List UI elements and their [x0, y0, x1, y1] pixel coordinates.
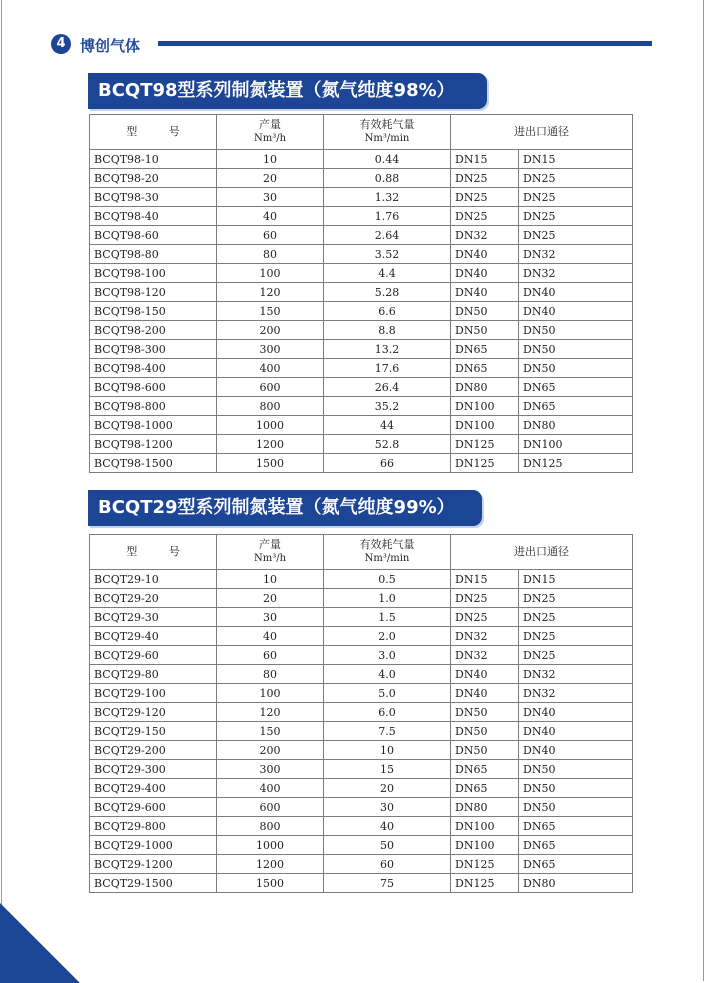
table-row [90, 589, 633, 608]
cell-inlet: DN125 [451, 855, 519, 874]
cell-inlet: DN32 [451, 627, 519, 646]
table-row [90, 817, 633, 836]
col-output-header: 产量 Nm³/h [217, 115, 324, 150]
cell-output: 1000 [217, 416, 324, 435]
cell-outlet: DN100 [519, 435, 633, 454]
table-row [90, 454, 633, 473]
cell-outlet: DN65 [519, 397, 633, 416]
cell-outlet: DN40 [519, 703, 633, 722]
cell-model: BCQT29-600 [90, 798, 217, 817]
cell-inlet: DN100 [451, 836, 519, 855]
cell-model: BCQT29-1500 [90, 874, 217, 893]
cell-output: 150 [217, 302, 324, 321]
cell-outlet: DN125 [519, 454, 633, 473]
cell-output: 60 [217, 646, 324, 665]
cell-outlet: DN32 [519, 264, 633, 283]
cell-inlet: DN100 [451, 817, 519, 836]
cell-output: 10 [217, 570, 324, 589]
cell-inlet: DN40 [451, 283, 519, 302]
cell-outlet: DN50 [519, 760, 633, 779]
cell-inlet: DN40 [451, 264, 519, 283]
cell-output: 80 [217, 245, 324, 264]
col-ports-header: 进出口通径 [451, 535, 633, 570]
cell-air-consumption: 13.2 [324, 340, 451, 359]
cell-outlet: DN25 [519, 226, 633, 245]
cell-outlet: DN25 [519, 169, 633, 188]
cell-model: BCQT29-60 [90, 646, 217, 665]
cell-output: 1000 [217, 836, 324, 855]
cell-output: 100 [217, 264, 324, 283]
header-rule [158, 41, 652, 46]
cell-outlet: DN50 [519, 359, 633, 378]
cell-model: BCQT98-300 [90, 340, 217, 359]
cell-outlet: DN25 [519, 589, 633, 608]
cell-model: BCQT98-10 [90, 150, 217, 169]
cell-inlet: DN25 [451, 207, 519, 226]
cell-air-consumption: 1.0 [324, 589, 451, 608]
table-header-row [90, 535, 633, 570]
col-ports-header: 进出口通径 [451, 115, 633, 150]
cell-inlet: DN65 [451, 760, 519, 779]
cell-model: BCQT98-30 [90, 188, 217, 207]
cell-output: 10 [217, 150, 324, 169]
cell-output: 30 [217, 188, 324, 207]
cell-output: 120 [217, 283, 324, 302]
cell-inlet: DN80 [451, 378, 519, 397]
table-row [90, 416, 633, 435]
table-row [90, 150, 633, 169]
table-row [90, 359, 633, 378]
cell-output: 400 [217, 359, 324, 378]
cell-outlet: DN40 [519, 722, 633, 741]
cell-model: BCQT98-1000 [90, 416, 217, 435]
cell-model: BCQT29-300 [90, 760, 217, 779]
cell-output: 120 [217, 703, 324, 722]
table-row [90, 741, 633, 760]
cell-inlet: DN40 [451, 665, 519, 684]
cell-model: BCQT98-800 [90, 397, 217, 416]
table-row [90, 760, 633, 779]
cell-air-consumption: 2.0 [324, 627, 451, 646]
table-row [90, 321, 633, 340]
cell-inlet: DN100 [451, 397, 519, 416]
cell-air-consumption: 0.5 [324, 570, 451, 589]
cell-air-consumption: 3.52 [324, 245, 451, 264]
cell-air-consumption: 1.32 [324, 188, 451, 207]
cell-air-consumption: 26.4 [324, 378, 451, 397]
table-row [90, 646, 633, 665]
cell-model: BCQT98-120 [90, 283, 217, 302]
brand-name: 博创气体 [80, 37, 141, 55]
cell-air-consumption: 50 [324, 836, 451, 855]
cell-air-consumption: 10 [324, 741, 451, 760]
cell-outlet: DN32 [519, 665, 633, 684]
cell-model: BCQT98-400 [90, 359, 217, 378]
table-row [90, 665, 633, 684]
cell-outlet: DN40 [519, 302, 633, 321]
cell-outlet: DN50 [519, 321, 633, 340]
cell-outlet: DN32 [519, 684, 633, 703]
cell-model: BCQT98-60 [90, 226, 217, 245]
cell-air-consumption: 2.64 [324, 226, 451, 245]
cell-air-consumption: 4.4 [324, 264, 451, 283]
cell-output: 300 [217, 340, 324, 359]
cell-model: BCQT29-400 [90, 779, 217, 798]
cell-inlet: DN15 [451, 570, 519, 589]
cell-inlet: DN32 [451, 646, 519, 665]
cell-air-consumption: 1.76 [324, 207, 451, 226]
cell-inlet: DN50 [451, 703, 519, 722]
cell-model: BCQT29-150 [90, 722, 217, 741]
cell-output: 20 [217, 589, 324, 608]
table-row [90, 703, 633, 722]
cell-model: BCQT29-200 [90, 741, 217, 760]
cell-outlet: DN40 [519, 283, 633, 302]
corner-decoration [0, 903, 80, 983]
cell-inlet: DN80 [451, 798, 519, 817]
cell-air-consumption: 0.44 [324, 150, 451, 169]
cell-inlet: DN50 [451, 302, 519, 321]
table-row [90, 340, 633, 359]
cell-model: BCQT29-1200 [90, 855, 217, 874]
cell-outlet: DN25 [519, 608, 633, 627]
table-row [90, 226, 633, 245]
cell-outlet: DN15 [519, 570, 633, 589]
col-model-header: 型 号 [90, 115, 217, 150]
cell-air-consumption: 4.0 [324, 665, 451, 684]
cell-output: 30 [217, 608, 324, 627]
table-body [90, 570, 633, 893]
table-row [90, 836, 633, 855]
cell-outlet: DN25 [519, 627, 633, 646]
cell-air-consumption: 5.0 [324, 684, 451, 703]
cell-air-consumption: 7.5 [324, 722, 451, 741]
cell-outlet: DN80 [519, 874, 633, 893]
table-row [90, 874, 633, 893]
table-row [90, 378, 633, 397]
cell-inlet: DN32 [451, 226, 519, 245]
cell-model: BCQT29-100 [90, 684, 217, 703]
cell-inlet: DN40 [451, 245, 519, 264]
cell-inlet: DN65 [451, 359, 519, 378]
cell-inlet: DN15 [451, 150, 519, 169]
table-row [90, 570, 633, 589]
page-header [0, 0, 705, 60]
cell-output: 200 [217, 741, 324, 760]
cell-output: 1500 [217, 874, 324, 893]
cell-output: 100 [217, 684, 324, 703]
table-body [90, 150, 633, 473]
table-row [90, 627, 633, 646]
cell-model: BCQT98-80 [90, 245, 217, 264]
cell-output: 40 [217, 207, 324, 226]
cell-inlet: DN125 [451, 454, 519, 473]
cell-inlet: DN125 [451, 874, 519, 893]
cell-inlet: DN40 [451, 684, 519, 703]
cell-outlet: DN80 [519, 416, 633, 435]
cell-output: 600 [217, 798, 324, 817]
cell-air-consumption: 35.2 [324, 397, 451, 416]
spec-table-bcqt29 [89, 534, 633, 893]
cell-air-consumption: 20 [324, 779, 451, 798]
cell-air-consumption: 66 [324, 454, 451, 473]
cell-output: 800 [217, 817, 324, 836]
cell-model: BCQT29-80 [90, 665, 217, 684]
cell-air-consumption: 40 [324, 817, 451, 836]
cell-model: BCQT29-10 [90, 570, 217, 589]
cell-outlet: DN15 [519, 150, 633, 169]
cell-inlet: DN65 [451, 779, 519, 798]
cell-output: 1200 [217, 855, 324, 874]
cell-model: BCQT29-30 [90, 608, 217, 627]
cell-model: BCQT29-800 [90, 817, 217, 836]
cell-inlet: DN65 [451, 340, 519, 359]
cell-air-consumption: 17.6 [324, 359, 451, 378]
cell-air-consumption: 1.5 [324, 608, 451, 627]
cell-inlet: DN25 [451, 589, 519, 608]
col-air-header: 有效耗气量 Nm³/min [324, 535, 451, 570]
table-row [90, 608, 633, 627]
cell-model: BCQT98-40 [90, 207, 217, 226]
table-row [90, 435, 633, 454]
cell-model: BCQT98-200 [90, 321, 217, 340]
table-row [90, 169, 633, 188]
cell-inlet: DN50 [451, 321, 519, 340]
cell-model: BCQT98-150 [90, 302, 217, 321]
cell-output: 800 [217, 397, 324, 416]
cell-air-consumption: 15 [324, 760, 451, 779]
cell-outlet: DN50 [519, 340, 633, 359]
cell-inlet: DN50 [451, 741, 519, 760]
table-row [90, 188, 633, 207]
cell-outlet: DN40 [519, 741, 633, 760]
cell-output: 40 [217, 627, 324, 646]
cell-inlet: DN25 [451, 188, 519, 207]
cell-model: BCQT98-600 [90, 378, 217, 397]
cell-output: 80 [217, 665, 324, 684]
cell-model: BCQT98-20 [90, 169, 217, 188]
cell-air-consumption: 75 [324, 874, 451, 893]
cell-outlet: DN65 [519, 836, 633, 855]
cell-model: BCQT29-20 [90, 589, 217, 608]
section-title-bcqt29: BCQT29型系列制氮装置（氮气纯度99%） [88, 490, 482, 526]
page-number-badge: 4 [51, 34, 71, 54]
cell-outlet: DN65 [519, 855, 633, 874]
cell-model: BCQT98-1200 [90, 435, 217, 454]
cell-inlet: DN50 [451, 722, 519, 741]
table-row [90, 207, 633, 226]
col-output-header: 产量 Nm³/h [217, 535, 324, 570]
table-row [90, 779, 633, 798]
cell-air-consumption: 6.6 [324, 302, 451, 321]
cell-inlet: DN100 [451, 416, 519, 435]
cell-outlet: DN50 [519, 779, 633, 798]
table-row [90, 283, 633, 302]
cell-air-consumption: 3.0 [324, 646, 451, 665]
cell-inlet: DN25 [451, 169, 519, 188]
cell-inlet: DN25 [451, 608, 519, 627]
table-row [90, 397, 633, 416]
cell-model: BCQT29-120 [90, 703, 217, 722]
table-row [90, 855, 633, 874]
cell-output: 400 [217, 779, 324, 798]
cell-air-consumption: 30 [324, 798, 451, 817]
table-header-row [90, 115, 633, 150]
spec-table-bcqt98 [89, 114, 633, 473]
cell-air-consumption: 52.8 [324, 435, 451, 454]
cell-output: 1200 [217, 435, 324, 454]
table-row [90, 264, 633, 283]
cell-outlet: DN25 [519, 646, 633, 665]
cell-model: BCQT98-100 [90, 264, 217, 283]
cell-output: 200 [217, 321, 324, 340]
table-row [90, 245, 633, 264]
cell-model: BCQT98-1500 [90, 454, 217, 473]
cell-output: 1500 [217, 454, 324, 473]
cell-outlet: DN50 [519, 798, 633, 817]
cell-model: BCQT29-40 [90, 627, 217, 646]
cell-output: 150 [217, 722, 324, 741]
cell-output: 60 [217, 226, 324, 245]
col-model-header: 型 号 [90, 535, 217, 570]
table-row [90, 798, 633, 817]
section-title-bcqt98: BCQT98型系列制氮装置（氮气纯度98%） [88, 73, 487, 109]
cell-outlet: DN65 [519, 378, 633, 397]
table-row [90, 722, 633, 741]
cell-model: BCQT29-1000 [90, 836, 217, 855]
cell-outlet: DN25 [519, 188, 633, 207]
cell-air-consumption: 6.0 [324, 703, 451, 722]
cell-output: 20 [217, 169, 324, 188]
cell-output: 600 [217, 378, 324, 397]
cell-outlet: DN25 [519, 207, 633, 226]
cell-air-consumption: 0.88 [324, 169, 451, 188]
cell-outlet: DN65 [519, 817, 633, 836]
cell-output: 300 [217, 760, 324, 779]
cell-air-consumption: 5.28 [324, 283, 451, 302]
cell-air-consumption: 60 [324, 855, 451, 874]
cell-air-consumption: 8.8 [324, 321, 451, 340]
cell-air-consumption: 44 [324, 416, 451, 435]
col-air-header: 有效耗气量 Nm³/min [324, 115, 451, 150]
table-row [90, 684, 633, 703]
table-row [90, 302, 633, 321]
cell-inlet: DN125 [451, 435, 519, 454]
cell-outlet: DN32 [519, 245, 633, 264]
